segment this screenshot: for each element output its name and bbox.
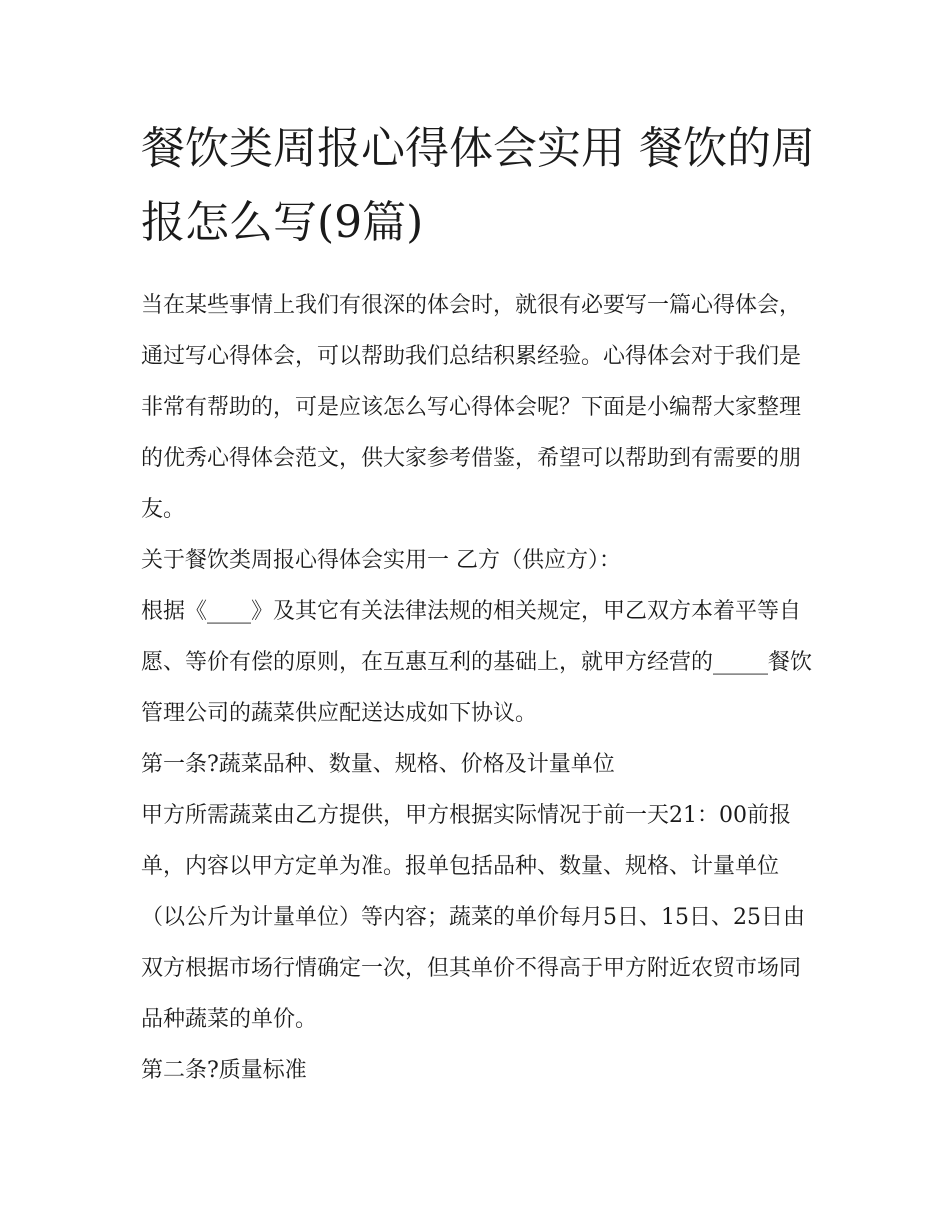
paragraph-article-2-heading: 第二条?质量标准	[141, 1058, 307, 1083]
document-body	[141, 112, 816, 1096]
paragraph-section-heading: 关于餐饮类周报心得体会实用一 乙方（供应方）：	[141, 548, 621, 573]
paragraph-article-1-body: 甲方所需蔬菜由乙方提供，甲方根据实际情况于前一天21：00前报单，内容以甲方定单为准。报单包括品种、数量、规格、计量单位（以公斤为计量单位）等内容；蔬菜的单价每月5日、15日、25日由双方根据市场行情确定一次，但其单价不得高于甲方附近农贸市场同品种蔬菜的单价。	[141, 803, 805, 1032]
paragraph-agreement-preamble: 根据《____》及其它有关法律法规的相关规定，甲乙双方本着平等自愿、等价有偿的原则，在互惠互利的基础上，就甲方经营的_____餐饮管理公司的蔬菜供应配送达成如下协议。	[141, 599, 813, 726]
document-title: 餐饮类周报心得体会实用 餐饮的周报怎么写(9篇)	[141, 123, 815, 248]
paragraph-article-1-heading: 第一条?蔬菜品种、数量、规格、价格及计量单位	[141, 752, 615, 777]
paragraph-intro: 当在某些事情上我们有很深的体会时，就很有必要写一篇心得体会，通过写心得体会，可以帮助我们总结积累经验。心得体会对于我们是非常有帮助的，可是应该怎么写心得体会呢？下面是小编帮大家整理的优秀心得体会范文，供大家参考借鉴，希望可以帮助到有需要的朋友。	[141, 293, 802, 522]
